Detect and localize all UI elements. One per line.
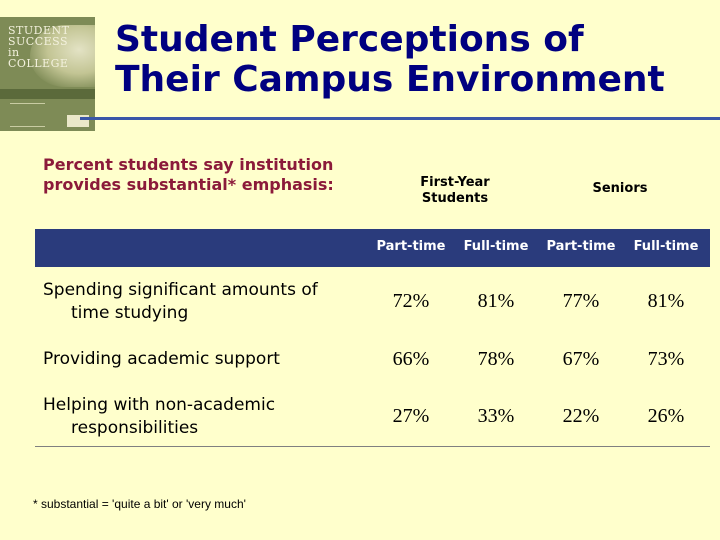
table-cell: 81% <box>647 290 685 312</box>
table-cell: 67% <box>562 348 600 370</box>
row-label-line: Providing academic support <box>43 349 280 369</box>
col-header-sr-full-time: Full-time <box>633 239 699 254</box>
cover-title: STUDENT SUCCESS in COLLEGE <box>8 24 70 70</box>
slide-title: Student Perceptions of Their Campus Environment <box>115 19 665 100</box>
table-cell: 77% <box>562 290 600 312</box>
cover-band <box>0 89 95 99</box>
title-underline <box>80 117 720 120</box>
row-label-studying <box>43 279 353 325</box>
table-cell: 22% <box>562 405 600 427</box>
cover-text-lines <box>10 103 45 127</box>
table-cell: 33% <box>477 405 515 427</box>
group-first-year: First-Year Students <box>420 175 490 206</box>
col-header-fy-full-time: Full-time <box>463 239 529 254</box>
book-cover-image <box>0 17 95 131</box>
col-header-fy-part-time: Part-time <box>376 239 446 254</box>
table-cell: 72% <box>392 290 430 312</box>
row-label-line: time studying <box>71 303 189 323</box>
table-cell: 78% <box>477 348 515 370</box>
group-seniors: Seniors <box>592 181 648 196</box>
row-label-line: Helping with non-academic <box>43 395 276 415</box>
table-cell: 66% <box>392 348 430 370</box>
table-cell: 27% <box>392 405 430 427</box>
footnote: * substantial = 'quite a bit' or 'very much' <box>33 497 246 511</box>
row-label-line: Spending significant amounts of <box>43 280 318 300</box>
row-label-line: responsibilities <box>71 418 199 438</box>
col-header-sr-part-time: Part-time <box>546 239 616 254</box>
row-label-non-academic <box>43 394 353 440</box>
table-bottom-rule <box>35 446 710 447</box>
table-caption: Percent students say institution provides substantial* emphasis: <box>43 155 334 194</box>
row-label-academic-support <box>43 348 353 371</box>
table-cell: 73% <box>647 348 685 370</box>
table-cell: 81% <box>477 290 515 312</box>
table-cell: 26% <box>647 405 685 427</box>
